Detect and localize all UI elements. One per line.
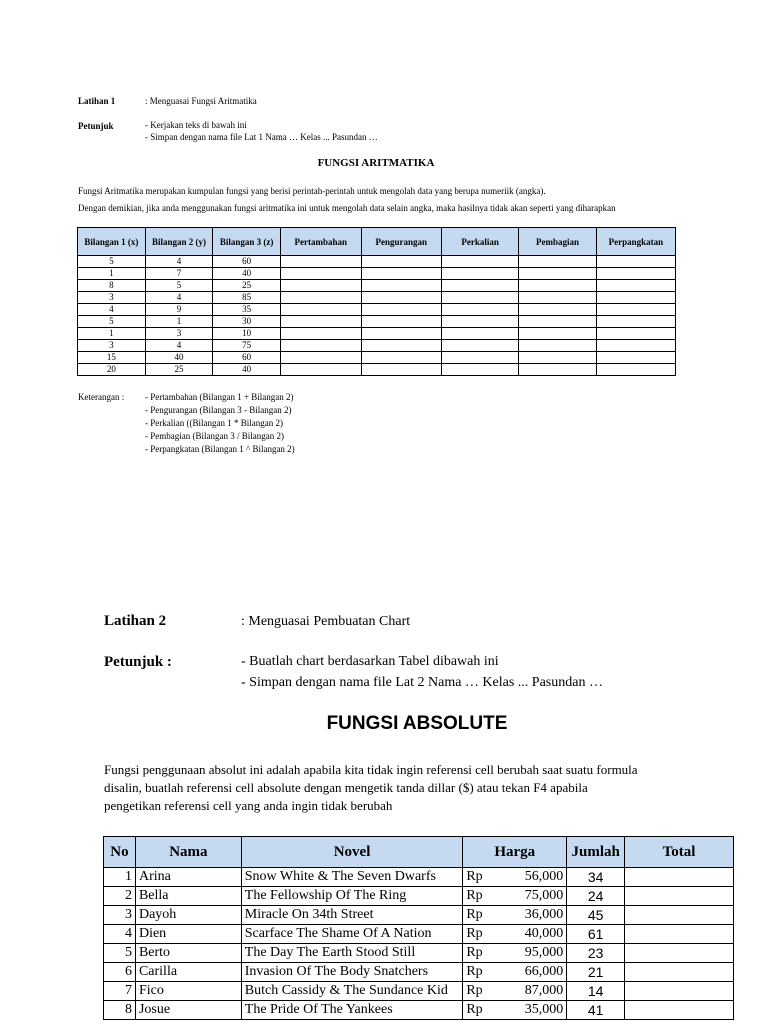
table-cell: 5 [78,256,146,268]
table-cell: 85 [213,292,281,304]
table-cell: 75 [213,340,281,352]
cell-novel: Invasion Of The Body Snatchers [241,963,463,982]
empty-cell [280,328,361,340]
empty-cell [519,352,596,364]
table-cell: 1 [145,316,213,328]
latihan2-desc: : Menguasai Pembuatan Chart [241,614,411,629]
table-cell: 9 [145,304,213,316]
latihan2-label: Latihan 2 [104,613,167,629]
table-row [104,1001,734,1020]
cell-novel: Butch Cassidy & The Sundance Kid [241,982,463,1001]
cell-jumlah: 23 [567,944,625,963]
header-novel: Novel [241,837,463,868]
empty-cell [596,340,675,352]
table-header: Perpangkatan [596,228,675,256]
empty-cell [280,316,361,328]
table-row [78,328,676,340]
cell-currency: Rp [463,963,499,982]
cell-no: 5 [104,944,136,963]
empty-cell [519,268,596,280]
cell-no: 2 [104,887,136,906]
empty-cell [280,340,361,352]
table-cell: 5 [78,316,146,328]
empty-cell [361,328,441,340]
cell-novel: Scarface The Shame Of A Nation [241,925,463,944]
empty-cell [280,268,361,280]
cell-jumlah: 45 [567,906,625,925]
table-cell: 4 [145,256,213,268]
cell-total [625,906,734,925]
latihan1-label: Latihan 1 [78,96,116,106]
table-row [104,944,734,963]
header-jumlah: Jumlah [567,837,625,868]
table-row [78,268,676,280]
header-harga: Harga [463,837,567,868]
table-cell: 3 [145,328,213,340]
table-cell: 15 [78,352,146,364]
empty-cell [441,364,518,376]
table-cell: 60 [213,352,281,364]
empty-cell [596,304,675,316]
empty-cell [519,280,596,292]
cell-no: 8 [104,1001,136,1020]
table-row [78,292,676,304]
cell-harga: 87,000 [499,982,567,1001]
table-row [104,982,734,1001]
empty-cell [361,280,441,292]
cell-jumlah: 61 [567,925,625,944]
latihan1-title: FUNGSI ARITMATIKA [317,157,435,169]
table-cell: 20 [78,364,146,376]
empty-cell [596,364,675,376]
empty-cell [361,340,441,352]
empty-cell [596,256,675,268]
cell-novel: The Day The Earth Stood Still [241,944,463,963]
table-row [78,304,676,316]
cell-currency: Rp [463,887,499,906]
table-row [104,868,734,887]
cell-harga: 66,000 [499,963,567,982]
table-row [78,316,676,328]
empty-cell [280,352,361,364]
cell-currency: Rp [463,925,499,944]
empty-cell [361,304,441,316]
cell-novel: Snow White & The Seven Dwarfs [241,868,463,887]
keterangan-label: Keterangan : [78,392,125,402]
table-cell: 3 [78,340,146,352]
absolute-table [103,836,734,1020]
cell-harga: 36,000 [499,906,567,925]
table-cell: 40 [213,364,281,376]
latihan2-paragraph-line: Fungsi penggunaan absolut ini adalah apabila kita tidak ingin referensi cell berubah saat suatu formula [104,762,638,777]
cell-currency: Rp [463,944,499,963]
empty-cell [441,280,518,292]
cell-harga: 35,000 [499,1001,567,1020]
header-nama: Nama [135,837,241,868]
empty-cell [361,364,441,376]
cell-total [625,982,734,1001]
latihan1-paragraph: Dengan demikian, jika anda menggunakan fungsi aritmatika ini untuk mengolah data selain angka, maka hasilnya tidak akan seperti yang diharapkan [78,203,616,213]
table-header: Bilangan 3 (z) [213,228,281,256]
header-no: No [104,837,136,868]
empty-cell [596,280,675,292]
latihan1-petunjuk-label: Petunjuk [78,121,114,131]
empty-cell [596,316,675,328]
empty-cell [361,352,441,364]
table-header: Bilangan 1 (x) [78,228,146,256]
empty-cell [519,364,596,376]
table-header: Pengurangan [361,228,441,256]
table-header: Bilangan 2 (y) [145,228,213,256]
table-row [78,364,676,376]
cell-nama: Bella [135,887,241,906]
cell-total [625,868,734,887]
table-row [78,256,676,268]
aritmatika-table [77,227,676,376]
empty-cell [441,256,518,268]
empty-cell [361,268,441,280]
empty-cell [441,316,518,328]
latihan2-petunjuk-line: - Simpan dengan nama file Lat 2 Nama … Kelas ... Pasundan … [241,675,603,690]
empty-cell [519,256,596,268]
cell-no: 4 [104,925,136,944]
cell-total [625,963,734,982]
table-cell: 8 [78,280,146,292]
table-cell: 1 [78,328,146,340]
cell-nama: Josue [135,1001,241,1020]
cell-currency: Rp [463,982,499,1001]
cell-nama: Arina [135,868,241,887]
cell-harga: 95,000 [499,944,567,963]
empty-cell [596,328,675,340]
empty-cell [519,340,596,352]
latihan1-desc: : Menguasai Fungsi Aritmatika [145,96,257,106]
latihan2-paragraph-line: pengetikan referensi cell yang anda ingin tidak berubah [104,798,393,813]
cell-total [625,1001,734,1020]
table-cell: 4 [145,340,213,352]
table-cell: 4 [78,304,146,316]
table-cell: 5 [145,280,213,292]
cell-jumlah: 24 [567,887,625,906]
keterangan-line: - Pengurangan (Bilangan 3 - Bilangan 2) [145,405,292,415]
cell-nama: Berto [135,944,241,963]
cell-jumlah: 34 [567,868,625,887]
cell-nama: Dien [135,925,241,944]
cell-harga: 75,000 [499,887,567,906]
empty-cell [280,256,361,268]
latihan1-petunjuk-line: - Simpan dengan nama file Lat 1 Nama … Kelas ... Pasundan … [145,132,378,142]
table-header: Pertambahan [280,228,361,256]
table-row [104,963,734,982]
table-cell: 10 [213,328,281,340]
cell-jumlah: 14 [567,982,625,1001]
keterangan-line: - Perkalian ((Bilangan 1 * Bilangan 2) [145,418,283,428]
table-cell: 7 [145,268,213,280]
table-cell: 25 [213,280,281,292]
table-header: Perkalian [441,228,518,256]
table-row [104,906,734,925]
cell-currency: Rp [463,906,499,925]
cell-nama: Fico [135,982,241,1001]
empty-cell [596,268,675,280]
table-cell: 3 [78,292,146,304]
empty-cell [361,256,441,268]
cell-total [625,944,734,963]
empty-cell [441,352,518,364]
cell-currency: Rp [463,1001,499,1020]
cell-novel: The Pride Of The Yankees [241,1001,463,1020]
table-cell: 60 [213,256,281,268]
cell-no: 7 [104,982,136,1001]
empty-cell [441,268,518,280]
table-cell: 40 [213,268,281,280]
latihan2-petunjuk-label: Petunjuk : [104,654,172,670]
empty-cell [280,280,361,292]
table-header: Pembagian [519,228,596,256]
keterangan-line: - Pembagian (Bilangan 3 / Bilangan 2) [145,431,284,441]
empty-cell [441,292,518,304]
empty-cell [519,304,596,316]
keterangan-line: - Pertambahan (Bilangan 1 + Bilangan 2) [145,392,294,402]
empty-cell [596,352,675,364]
empty-cell [519,328,596,340]
latihan1-petunjuk-line: - Kerjakan teks di bawah ini [145,120,247,130]
table-cell: 35 [213,304,281,316]
empty-cell [361,292,441,304]
table-row [104,925,734,944]
cell-total [625,887,734,906]
empty-cell [280,364,361,376]
cell-nama: Carilla [135,963,241,982]
table-row [78,352,676,364]
table-row [104,887,734,906]
cell-jumlah: 21 [567,963,625,982]
cell-no: 6 [104,963,136,982]
latihan2-paragraph-line: disalin, buatlah referensi cell absolute dengan mengetik tanda dillar ($) atau tekan F4 apabila [104,780,588,795]
cell-nama: Dayoh [135,906,241,925]
empty-cell [280,292,361,304]
cell-novel: Miracle On 34th Street [241,906,463,925]
cell-harga: 40,000 [499,925,567,944]
header-total: Total [625,837,734,868]
keterangan-line: - Perpangkatan (Bilangan 1 ^ Bilangan 2) [145,444,295,454]
empty-cell [519,316,596,328]
cell-no: 3 [104,906,136,925]
cell-total [625,925,734,944]
empty-cell [441,328,518,340]
table-cell: 4 [145,292,213,304]
table-cell: 30 [213,316,281,328]
table-cell: 40 [145,352,213,364]
empty-cell [280,304,361,316]
empty-cell [441,340,518,352]
table-row [78,280,676,292]
latihan2-petunjuk-line: - Buatlah chart berdasarkan Tabel dibawah ini [241,654,499,669]
latihan2-title: FUNGSI ABSOLUTE [326,713,508,734]
cell-harga: 56,000 [499,868,567,887]
empty-cell [361,316,441,328]
cell-currency: Rp [463,868,499,887]
table-cell: 1 [78,268,146,280]
table-row [78,340,676,352]
cell-jumlah: 41 [567,1001,625,1020]
empty-cell [596,292,675,304]
cell-no: 1 [104,868,136,887]
empty-cell [519,292,596,304]
latihan1-paragraph: Fungsi Aritmatika merupakan kumpulan fungsi yang berisi perintah-perintah untuk mengolah data yang berupa numeriik (angka). [78,186,546,196]
empty-cell [441,304,518,316]
table-cell: 25 [145,364,213,376]
cell-novel: The Fellowship Of The Ring [241,887,463,906]
